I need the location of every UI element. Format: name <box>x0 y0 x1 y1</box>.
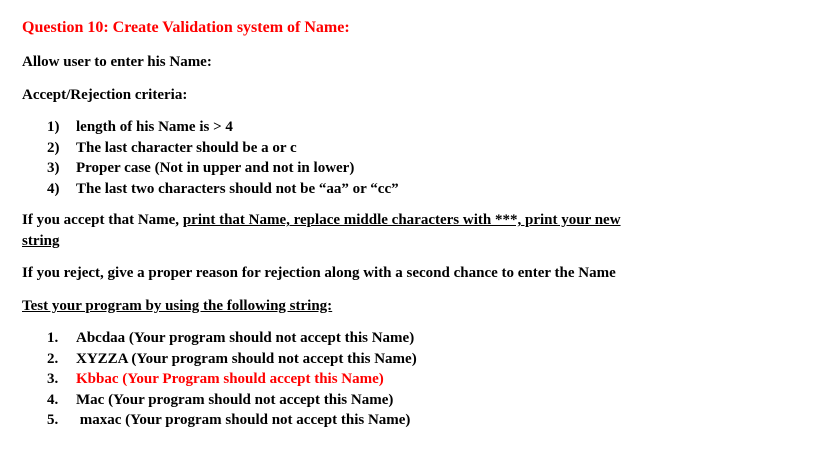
list-number: 5. <box>47 412 59 428</box>
test-heading: Test your program by using the following string: <box>22 298 333 314</box>
intro-text: Allow user to enter his Name: <box>22 54 212 70</box>
list-number: 4) <box>47 180 60 197</box>
list-item <box>47 349 747 370</box>
list-text: XYZZA (Your program should not accept this Name) <box>76 350 417 367</box>
list-number: 3) <box>47 160 60 176</box>
list-text: length of his Name is > 4 <box>76 119 233 135</box>
list-text: Mac (Your program should not accept this Name) <box>76 391 394 408</box>
accept-rule-prefix: If you accept that Name, <box>22 212 183 228</box>
accept-rule-line2: string <box>22 233 60 249</box>
list-item-highlighted <box>47 369 747 390</box>
list-item <box>47 328 747 349</box>
list-text: Kbbac (Your Program should accept this Name) <box>76 371 384 387</box>
list-number: 1. <box>47 330 59 346</box>
list-text: The last two characters should not be “aa” or “cc” <box>76 180 399 197</box>
list-number: 2. <box>47 350 59 367</box>
list-number: 2) <box>47 139 60 156</box>
list-item <box>47 410 747 431</box>
accept-rule-line1 <box>22 211 621 229</box>
list-text: The last character should be a or c <box>76 139 297 156</box>
list-item <box>47 138 747 159</box>
list-number: 4. <box>47 391 59 408</box>
criteria-list <box>47 117 747 199</box>
criteria-heading: Accept/Rejection criteria: <box>22 87 188 103</box>
list-text: Abcdaa (Your program should not accept this Name) <box>76 330 415 346</box>
list-item <box>47 158 747 179</box>
list-item <box>47 390 747 411</box>
list-item <box>47 117 747 138</box>
list-number: 3. <box>47 371 59 387</box>
test-list <box>47 328 747 431</box>
question-title: Question 10: Create Validation system of Name: <box>22 19 350 36</box>
list-text: Proper case (Not in upper and not in lower) <box>76 160 355 176</box>
list-number: 1) <box>47 119 60 135</box>
accept-rule-underlined: print that Name, replace middle characters with ***, print your new <box>182 212 621 228</box>
list-item <box>47 179 747 200</box>
reject-rule: If you reject, give a proper reason for rejection along with a second chance to enter the Name <box>22 265 616 281</box>
list-text: maxac (Your program should not accept this Name) <box>76 412 411 428</box>
